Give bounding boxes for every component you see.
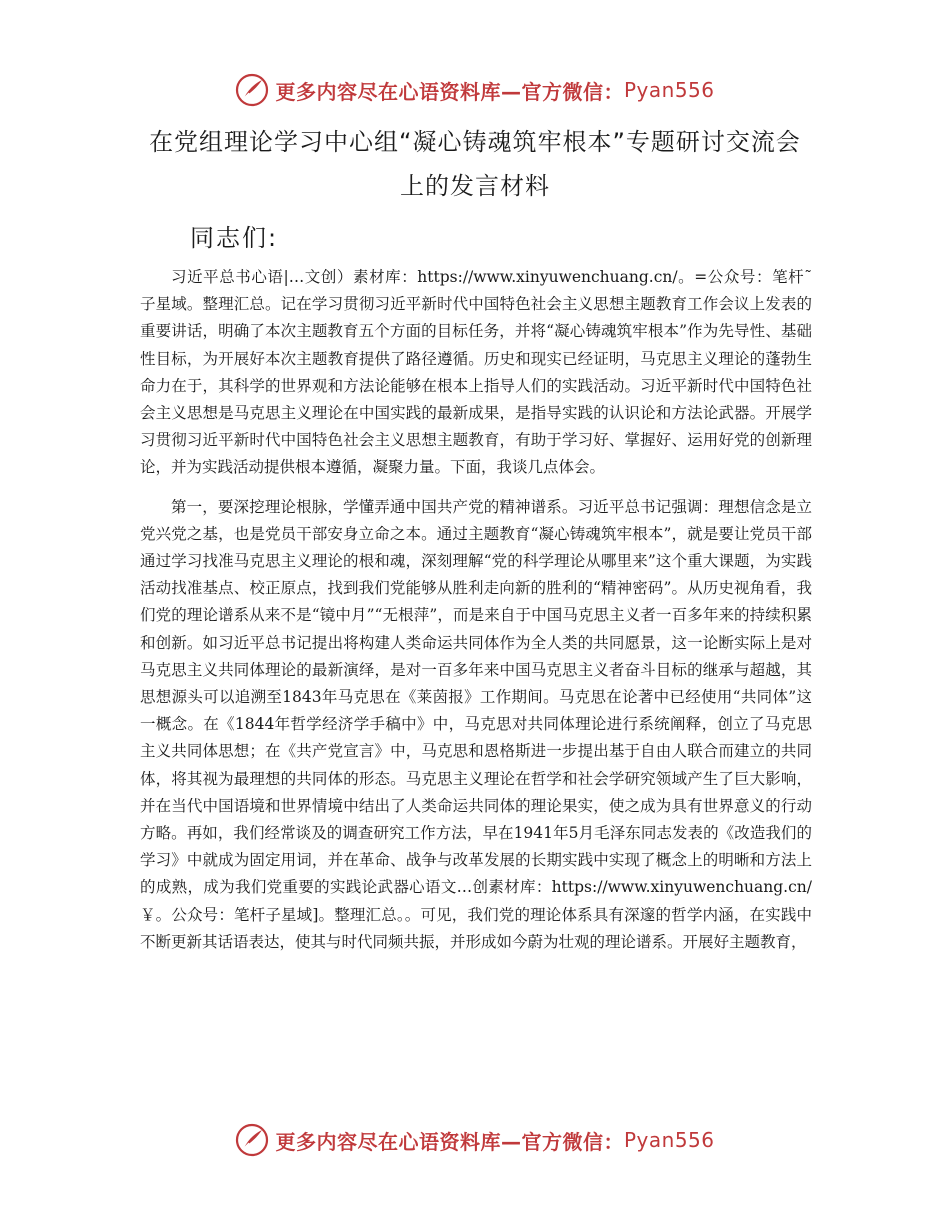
document-body [140,264,812,968]
banner-text: 更多内容尽在心语资料库—官方微信： [275,1129,624,1154]
wechat-id: Pyan556 [623,1128,715,1152]
wechat-id: Pyan556 [623,78,715,102]
paragraph: 第一，要深挖理论根脉，学懂弄通中国共产党的精神谱系。习近平总书记强调：理想信念是立党兴党之基，也是党员干部安身立命之本。通过主题教育“凝心铸魂筑牢根本”，就是要让党员干部通过学习找准马克思主义理论的根和魂，深刻理解“党的科学理论从哪里来”这个重大课题，为实践活动找准基点、校正原点，找到我们党能够从胜利走向新的胜利的“精神密码”。从历史视角看，我们党的理论谱系从来不是“镜中月”“无根萍”，而是来自于中国马克思主义者一百多年来的持续积累和创新。如习近平总书记提出将构建人类命运共同体作为全人类的共同愿景，这一论断实际上是对马克思主义共同体理论的最新演绎，是对一百多年来中国马克思主义者奋斗目标的继承与超越，其思想源头可以追溯至1843年马克思在《莱茵报》工作期间。马克思在论著中已经使用“共同体”这一概念。在《1844年哲学经济学手稿中》中，马克思对共同体理论进行系统阐释，创立了马克思主义共同体思想；在《共产党宣言》中，马克思和恩格斯进一步提出基于自由人联合而建立的共同体，将其视为最理想的共同体的形态。马克思主义理论在哲学和社会学研究领域产生了巨大影响，并在当代中国语境和世界情境中结出了人类命运共同体的理论果实，使之成为具有世界意义的行动方略。再如，我们经常谈及的调查研究工作方法，早在1941年5月毛泽东同志发表的《改造我们的学习》中就成为固定用词，并在革命、战争与改革发展的长期实践中实现了概念上的明晰和方法上的成熟，成为我们党重要的实践论武器心语文…创素材库：https://www.xinyuwenchuang.cn/￥。公众号：笔杆子星域]。整理汇总。。可见，我们党的理论体系具有深邃的哲学内涵，在实践中不断更新其话语表达，使其与时代同频共振，并形成如今蔚为壮观的理论谱系。开展好主题教育， [140,497,812,951]
quill-logo-icon [235,1123,269,1157]
banner-text: 更多内容尽在心语资料库—官方微信： [275,79,624,104]
paragraph: 习近平总书心语|…文创）素材库：https://www.xinyuwenchuang.cn/。=公众号：笔杆˜子星域。整理汇总。记在学习贯彻习近平新时代中国特色社会主义思想主题教育工作会议上发表的重要讲话，明确了本次主题教育五个方面的目标任务，并将“凝心铸魂筑牢根本”作为先导性、基础性目标，为开展好本次主题教育提供了路径遵循。历史和现实已经证明，马克思主义理论的蓬勃生命力在于，其科学的世界观和方法论能够在根本上指导人们的实践活动。习近平新时代中国特色社会主义思想是马克思主义理论在中国实践的最新成果，是指导实践的认识论和方法论武器。开展学习贯彻习近平新时代中国特色社会主义思想主题教育，有助于学习好、掌握好、运用好党的创新理论，并为实践活动提供根本遵循，凝聚力量。下面，我谈几点体会。 [140,268,812,477]
greeting: 同志们: [190,224,279,252]
header-banner [0,70,950,110]
document-title: 在党组理论学习中心组“凝心铸魂筑牢根本”专题研讨交流会上的发言材料 [149,128,801,200]
quill-logo-icon [235,73,269,107]
footer-banner [0,1120,950,1160]
